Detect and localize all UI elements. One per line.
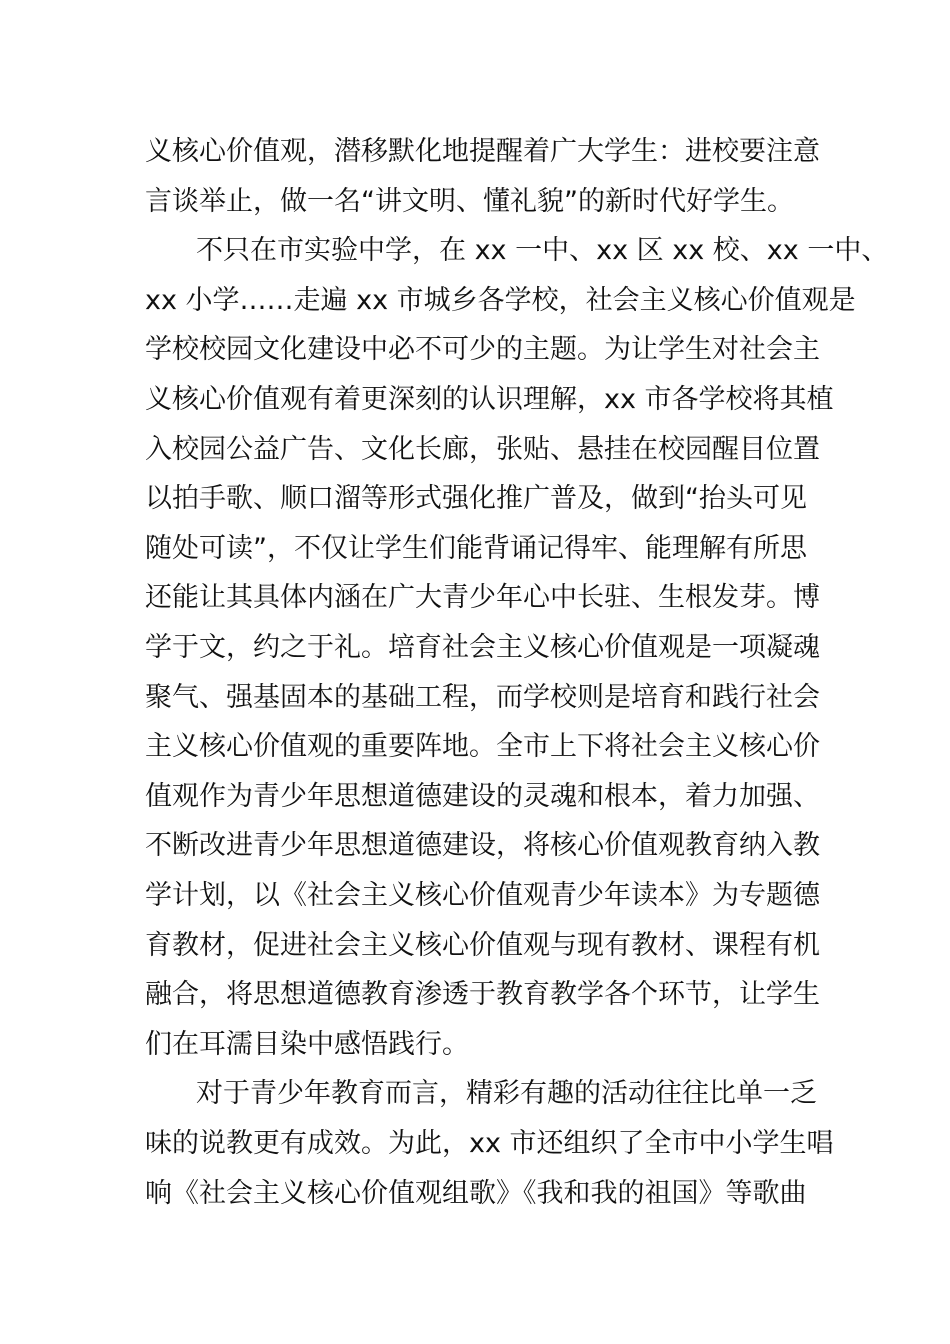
- paragraph-start-line: 不只在市实验中学，在 xx 一中、xx 区 xx 校、xx 一中、: [196, 235, 889, 266]
- text-line: 随处可读”，不仅让学生们能背诵记得牢、能理解有所思: [145, 533, 807, 564]
- text-line: 入校园公益广告、文化长廊，张贴、悬挂在校园醒目位置: [145, 434, 820, 465]
- text-line: xx 小学……走遍 xx 市城乡各学校，社会主义核心价值观是: [145, 285, 856, 316]
- text-line: 主义核心价值观的重要阵地。全市上下将社会主义核心价: [145, 731, 820, 762]
- text-line: 值观作为青少年思想道德建设的灵魂和根本，着力加强、: [145, 781, 820, 812]
- paragraph-start-line: 对于青少年教育而言，精彩有趣的活动往往比单一乏: [196, 1078, 817, 1109]
- text-line: 不断改进青少年思想道德建设，将核心价值观教育纳入教: [145, 830, 820, 861]
- text-line: 言谈举止，做一名“讲文明、懂礼貌”的新时代好学生。: [145, 186, 794, 217]
- text-line: 学于文，约之于礼。培育社会主义核心价值观是一项凝魂: [145, 632, 820, 663]
- text-line: 育教材，促进社会主义核心价值观与现有教材、课程有机: [145, 930, 820, 961]
- text-line: 聚气、强基固本的基础工程，而学校则是培育和践行社会: [145, 682, 820, 713]
- text-line: 还能让其具体内涵在广大青少年心中长驻、生根发芽。博: [145, 582, 820, 613]
- text-line: 融合，将思想道德教育渗透于教育教学各个环节，让学生: [145, 979, 820, 1010]
- text-line: 味的说教更有成效。为此，xx 市还组织了全市中小学生唱: [145, 1128, 834, 1159]
- text-line: 学计划，以《社会主义核心价值观青少年读本》为专题德: [145, 880, 820, 911]
- text-line: 义核心价值观，潜移默化地提醒着广大学生：进校要注意: [145, 136, 820, 167]
- text-line: 响《社会主义核心价值观组歌》《我和我的祖国》等歌曲: [145, 1178, 807, 1209]
- text-line: 以拍手歌、顺口溜等形式强化推广普及，做到“抬头可见: [145, 483, 807, 514]
- text-line: 义核心价值观有着更深刻的认识理解，xx 市各学校将其植: [145, 384, 834, 415]
- text-line: 学校校园文化建设中必不可少的主题。为让学生对社会主: [145, 334, 820, 365]
- text-line: 们在耳濡目染中感悟践行。: [145, 1029, 469, 1060]
